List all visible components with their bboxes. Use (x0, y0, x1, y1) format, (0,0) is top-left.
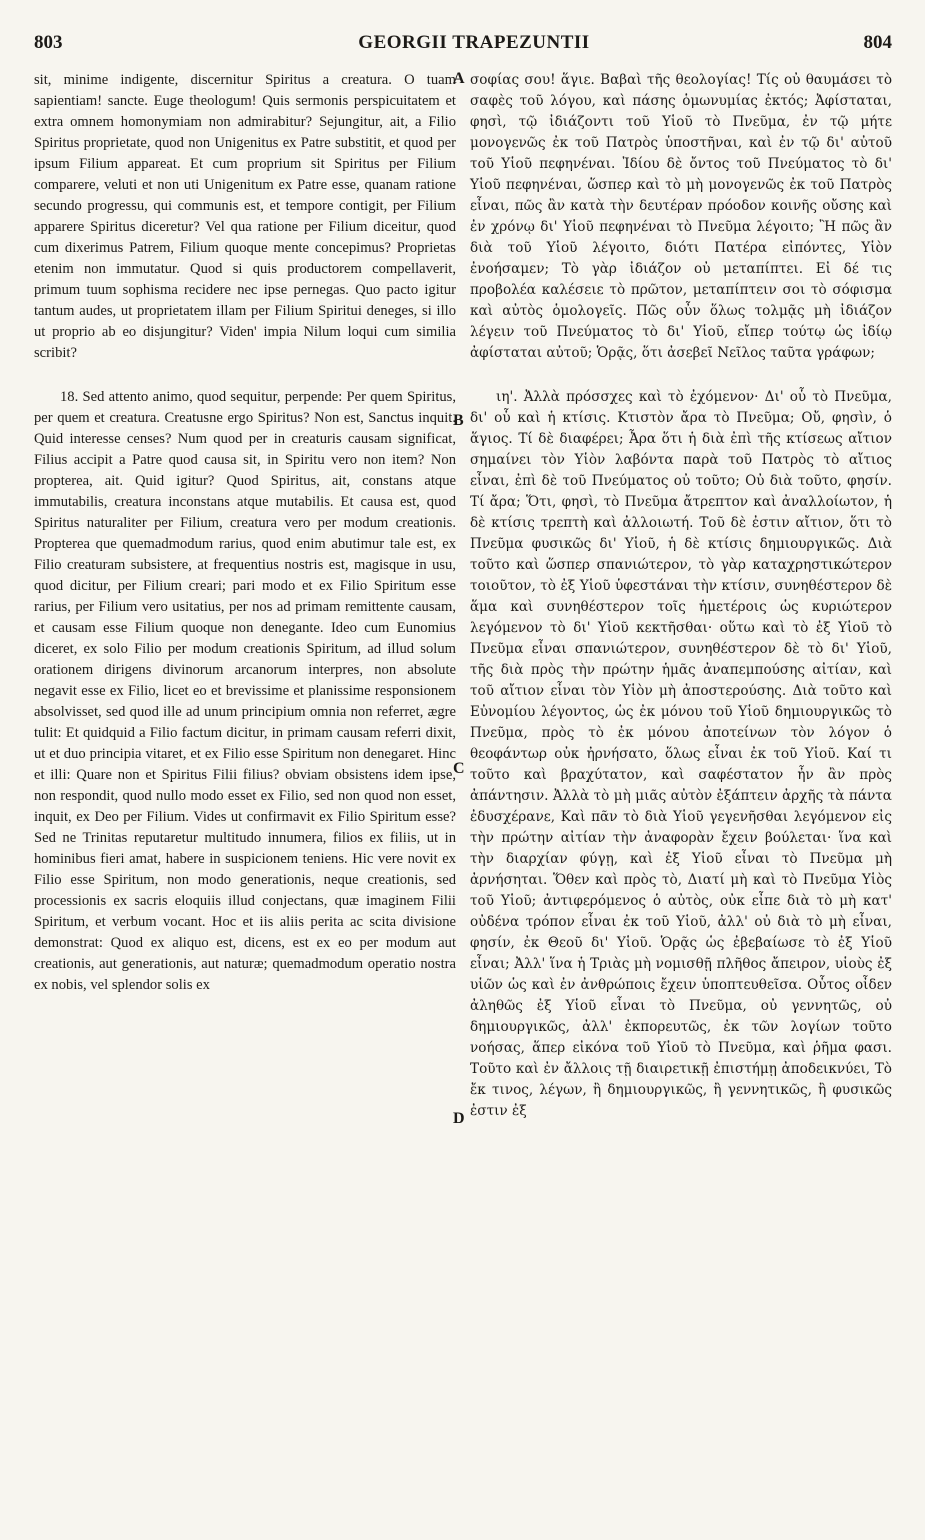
greek-paragraph: σοφίας σου! ἅγιε. Βαβαὶ τῆς θεολογίας! Τίς οὐ θαυμάσει τὸ σαφὲς τοῦ λόγου, καὶ πάσης ὁμωνυμίας ἐκτός; Ἀφίσταται, φησὶ, τῷ ἰδιάζοντι τοῦ Υἱοῦ τὸ Πνεῦμα, ἐν τῷ μήτε μονογενῶς ἐκ τοῦ Πατρὸς ὑποστῆναι, καὶ ἐν τῷ δι' αὐτοῦ τοῦ Υἱοῦ πεφηνέναι. Ἰδίου δὲ ὄντος τοῦ Πνεύματος τὸ δι' Υἱοῦ πεφηνέναι, ὥσπερ καὶ τὸ μὴ μονογενῶς ἐκ τοῦ Πατρὸς εἶναι, πῶς ἂν κατὰ τὴν δευτέραν πρόοδον κοινῆς οὔσης καὶ ἐν χρόνῳ δι' Υἱοῦ πεφηνέναι τὸ Πνεῦμα λέγοιτο; Ἢ πῶς ἂν διὰ τοῦ Υἱοῦ λέγοιτο, διότι Πατέρα εἰπόντες, Υἱὸν ἐνοήσαμεν; Τὸ γὰρ ἰδιάζον οὐ μεταπίπτει. Εἰ δέ τις προβολέα καλέσειε τὸ πρῶτον, μεταπίπτειν σοι τὸ σόφισμα καὶ αὐτὸς ὁμολογεῖς. Πῶς οὖν ὅλως τολμᾷς μὴ ἰδιάζον λέγειν τοῦ Πνεύματος τὸ δι' Υἱοῦ, εἴπερ τούτῳ ὡς ἰδίῳ ἀφίσταται αὐτοῦ; Ὁρᾷς, ὅτι ἀσεβεῖ Νεῖλος ταῦτα γράφων; (470, 72, 892, 361)
greek-paragraph: ιη'. Ἀλλὰ πρόσσχες καὶ τὸ ἐχόμενον· Δι' οὗ τὸ Πνεῦμα, δι' οὗ καὶ ἡ κτίσις. Κτιστὸν ἄρα τὸ Πνεῦμα; Οὔ, φησὶν, ὁ ἅγιος. Τί δὲ διαφέρει; Ἆρα ὅτι ἡ διὰ ἐπὶ τῆς κτίσεως αἴτιον σημαίνει τὸν Υἱὸν λαβόντα παρὰ τοῦ Πατρὸς τὸ αἴτιος εἶναι, ἐπὶ δὲ τοῦ Πνεύματος οὐ τοῦτο; Οὐ διὰ τοῦτο, φησίν. Τί ἄρα; Ὅτι, φησὶ, τὸ Πνεῦμα ἄτρεπτον καὶ ἀναλλοίωτον, ἡ δὲ κτίσις τρεπτὴ καὶ ἀλλοιωτή. Τοῦ δὲ ἐστιν αἴτιον, ὅτι τὸ Πνεῦμα φυσικῶς δι' Υἱοῦ, ἡ δὲ κτίσις δημιουργικῶς. Διὰ τοῦτο καὶ ὥσπερ σπανιώτερον, τὸ γὰρ καταχρηστικώτερον τοιοῦτον, τὸ ἐξ Υἱοῦ ὑφεστάναι τὴν κτίσιν, συνηθέστερον δὲ ἅμα καὶ συνηθέστερον τοῖς ἡμετέροις ὡς κυριώτερον λεγόμενον τὸ δι' Υἱοῦ κεκτῆσθαι· οὕτω καὶ τὸ ἐξ Υἱοῦ τὸ Πνεῦμα εἶναι σπανιώτερον, συνηθέστερον δὲ τὸ δι' Υἱοῦ, τῆς διὰ πρὸς τὴν πρώτην ἡμᾶς ἀναπεμπούσης αἰτίαν, καὶ τοῦ αἴτιον εἶναι τὸν Υἱὸν μὴ ἀποστερούσης. Διὰ τοῦτο καὶ Εὐνομίου λέγοντος, ὡς ἐκ μόνου τοῦ Υἱοῦ δημιουργικῶς τὸ Πνεῦμα, πρὸς τὸ ἐκ μόνου ἀποτείνων τὸν λόγον ὁ θεοφάντωρ οὐκ ἠρνήσατο, ὅλως εἶναι ἐκ τοῦ Υἱοῦ. Καί τι τοῦτο καὶ βραχύτατον, καὶ σαφέστατον ἦν ἂν πρὸς ἀπάντησιν. Ἀλλὰ τὸ μὴ μιᾶς αὐτὸν ἐξάπτειν ἀρχῆς τὰ πάντα ἐδυσχέρανε, Καὶ πᾶν τὸ διὰ Υἱοῦ γεγενῆσθαι λεγόμενον εἰς τὴν πρώτην αἰτίαν τὴν ἀναφορὰν ἔχειν βούλεται· ἵνα καὶ τὴν διαρχίαν φύγῃ, καὶ ἐξ Υἱοῦ εἶναι τὸ Πνεῦμα μὴ ἀρνήσηται. Ὅθεν καὶ πρὸς τὸ, Διατί μὴ καὶ τὸ Πνεῦμα Υἱὸς τοῦ Υἱοῦ; ἀντιφερόμενος ὁ αὐτὸς, οὐκ εἶπε διὰ τὸ μὴ κατ' οὐδένα τρόπον εἶναι ἐκ τοῦ Υἱοῦ, ἀλλ' οὐ διὰ τὸ μὴ εἶναι, φησίν, ἐκ Θεοῦ δι' Υἱοῦ. Ὁρᾷς ὡς ἐβεβαίωσε τὸ ἐξ Υἱοῦ εἶναι; Ἀλλ' ἵνα ἡ Τριὰς μὴ νομισθῇ πλῆθος ἄπειρον, υἱοὺς ἐξ υἱῶν ὡς καὶ ἐν ἀνθρώποις ἔχειν ὑποπτευθεῖσα. Οὗτος οἶδεν ἀληθῶς ἐξ Υἱοῦ εἶναι τὸ Πνεῦμα, οὐ γεννητῶς, οὐ δημιουργικῶς, ἀλλ' ἐκπορευτῶς, ἐκ τῶν λογίων τοῦτο νοήσας, ἅπερ εἰκόνα τοῦ Υἱοῦ τὸ Πνεῦμα, καὶ ῥῆμα φασι. Τοῦτο καὶ ἐν ἄλλοις τῇ διαιρετικῇ ἐπιστήμῃ ἀποδεικνύει, Τὸ ἔκ τινος, λέγων, ἢ δημιουργικῶς, ἢ γεννητικῶς, ἢ φυσικῶς ἐστιν ἐξ (470, 389, 892, 1119)
margin-mark-a: A (453, 70, 465, 87)
margin-mark-c: C (453, 760, 465, 777)
page-header (34, 32, 892, 54)
greek-column (470, 70, 892, 1122)
latin-paragraph: 18. Sed attento animo, quod sequitur, perpende: Per quem Spiritus, per quem et creatura. Creatusne ergo Spiritus? Non est, Sanctus inquit. Quid interesse censes? Num quod per in creaturis causam significat, Filius accipit a Patre quod causa sit, in Spiritu vero non item? Non propterea, ait. Quid igitur? Quod Spiritus, ait, constans atque immutabilis, creatura inconstans atque mutabilis. Et causa est, quod Spiritus naturaliter per Filium, creatura vero per modum creationis. Propterea que quemadmodum rarius, quod enim abutimur tale est, ex Filio creaturam subsistere, at frequentius nostris est, magisque in usu, quod dicitur, per Filium creari; pari modo et ex Filio Spiritum esse rarius, per Filium vero usitatius, per nos ad primam remittente causam, et causam esse Filium quoque non denegante. Ideo cum Eunomius diceret, ex solo Filio per modum creationis Spiritum, ad illud solum orationem dirigens divinorum arcanorum interpres, non absolute negavit esse ex Filio, licet eo et brevissime et planissime responsionem absolvisset, sed quod ille ad unum principium omnia non referret, ægre tulit: Et quidquid a Filio factum dicitur, in primam causam referri dixit, ut et duo principia vitaret, et ex Filio esse Spiritum non denegaret. Hinc et illi: Quare non et Spiritus Filii filius? obviam obsistens idem ipse, non respondit, quod nullo modo esset ex Filio, sed non quod non esset, inquit, ex Deo per Filium. Vides ut confirmavit ex Filio Spiritum esse? Sed ne Trinitas reputaretur multitudo innumera, filios ex filiis, ut in hominibus fieri amat, habere in suspicionem teniens. Hic vere novit ex Filio esse Spiritum, non modo generationis, neque creationis, sed processionis ex sacris eloquiis illud conjectans, quæ imaginem Filii Spiritum, et verbum vocant. Hoc et iis aliis perita ac scita divisione demonstrat: Quod ex aliquo est, dicens, est ex eo per modum aut creationis, aut generationis, aut naturæ; quemadmodum operatio nostra ex nobis, vel splendor solis ex (34, 389, 456, 993)
latin-column (34, 70, 456, 996)
running-title: GEORGII TRAPEZUNTII (358, 32, 590, 53)
latin-paragraph: sit, minime indigente, discernitur Spiritus a creatura. O tuam sapientiam! sancte. Euge theologum! Quis sermonis perspicuitatem et extra omnem homonymiam non admirabitur? Sejungitur, ait, a Filio Spiritus proprietate, quod non Unigenitus ex Patre substitit, et quod per ipsum Filium appareat. Et cum proprium sit Spiritus per Filium comparere, veluti et non uti Unigenitum ex Patre esse, quanam ratione secundo progressu, qui communis est, et tempore contigit, per Filium apparere Spiritus diceretur? Vel qua ratione per Filium diceitur, quod cum dixerimus Patrem, Filium quoque mente concepimus? Proprietas etenim non immutatur. Quod si quis productorem compellaverit, primum tuum sophisma recidere nec ipse pernegas. Quo pacto igitur tantum audes, ut proprietatem illam per Filium Spiritui deneges, si illo ut proprio ab eo disjungitur? Viden' impia Nilum loqui cum similia scribit? (34, 72, 456, 361)
margin-mark-d: D (453, 1110, 465, 1127)
page-number-right: 804 (863, 32, 892, 53)
page-number-left: 803 (34, 32, 63, 53)
margin-mark-b: B (453, 412, 464, 429)
